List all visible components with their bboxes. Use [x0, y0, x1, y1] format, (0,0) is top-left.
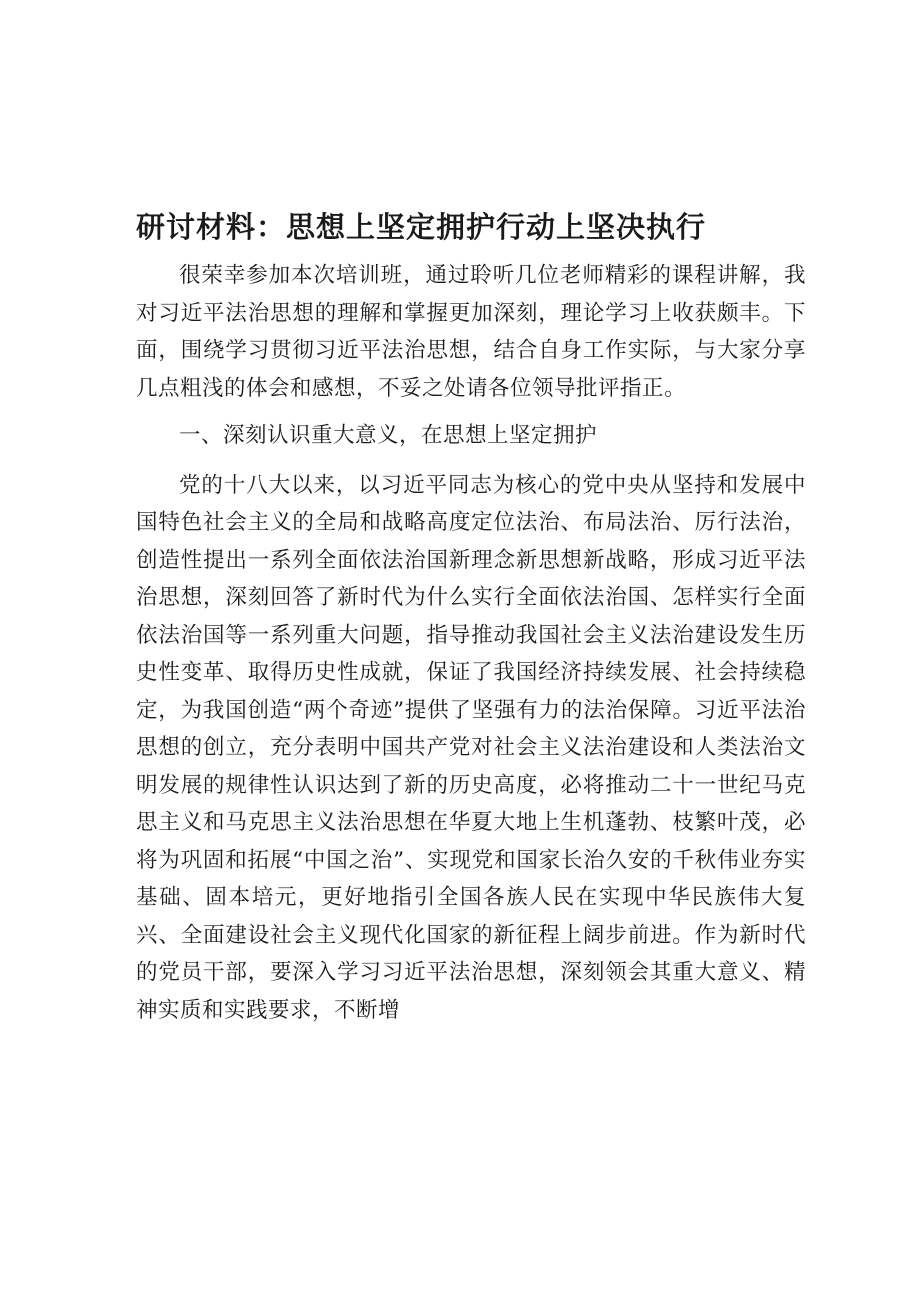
intro-paragraph: 很荣幸参加本次培训班，通过聆听几位老师精彩的课程讲解，我对习近平法治思想的理解和掌握更加深刻，理论学习上收获颇丰。下面，围绕学习贯彻习近平法治思想，结合自身工作实际，与大家分享几点粗浅的体会和感想，不妥之处请各位领导批评指正。: [136, 263, 806, 401]
section-paragraph: 党的十八大以来，以习近平同志为核心的党中央从坚持和发展中国特色社会主义的全局和战略高度定位法治、布局法治、厉行法治，创造性提出一系列全面依法治国新理念新思想新战略，形成习近平法治思想，深刻回答了新时代为什么实行全面依法治国、怎样实行全面依法治国等一系列重大问题，指导推动我国社会主义法治建设发生历史性变革、取得历史性成就，保证了我国经济持续发展、社会持续稳定，为我国创造“两个奇迹”提供了坚强有力的法治保障。习近平法治思想的创立，充分表明中国共产党对社会主义法治建设和人类法治文明发展的规律性认识达到了新的历史高度，必将推动二十一世纪马克思主义和马克思主义法治思想在华夏大地上生机蓬勃、枝繁叶茂，必将为巩固和拓展“中国之治”、实现党和国家长治久安的千秋伟业夯实基础、固本培元，更好地指引全国各族人民在实现中华民族伟大复兴、全面建设社会主义现代化国家的新征程上阔步前进。作为新时代的党员干部，要深入学习习近平法治思想，深刻领会其重大意义、精神实质和实践要求，不断增: [136, 472, 806, 1023]
document-body: [136, 205, 806, 1029]
section-heading: 一、深刻认识重大意义，在思想上坚定拥护: [179, 423, 598, 448]
document-title: 研讨材料：思想上坚定拥护行动上坚决执行: [136, 210, 707, 244]
